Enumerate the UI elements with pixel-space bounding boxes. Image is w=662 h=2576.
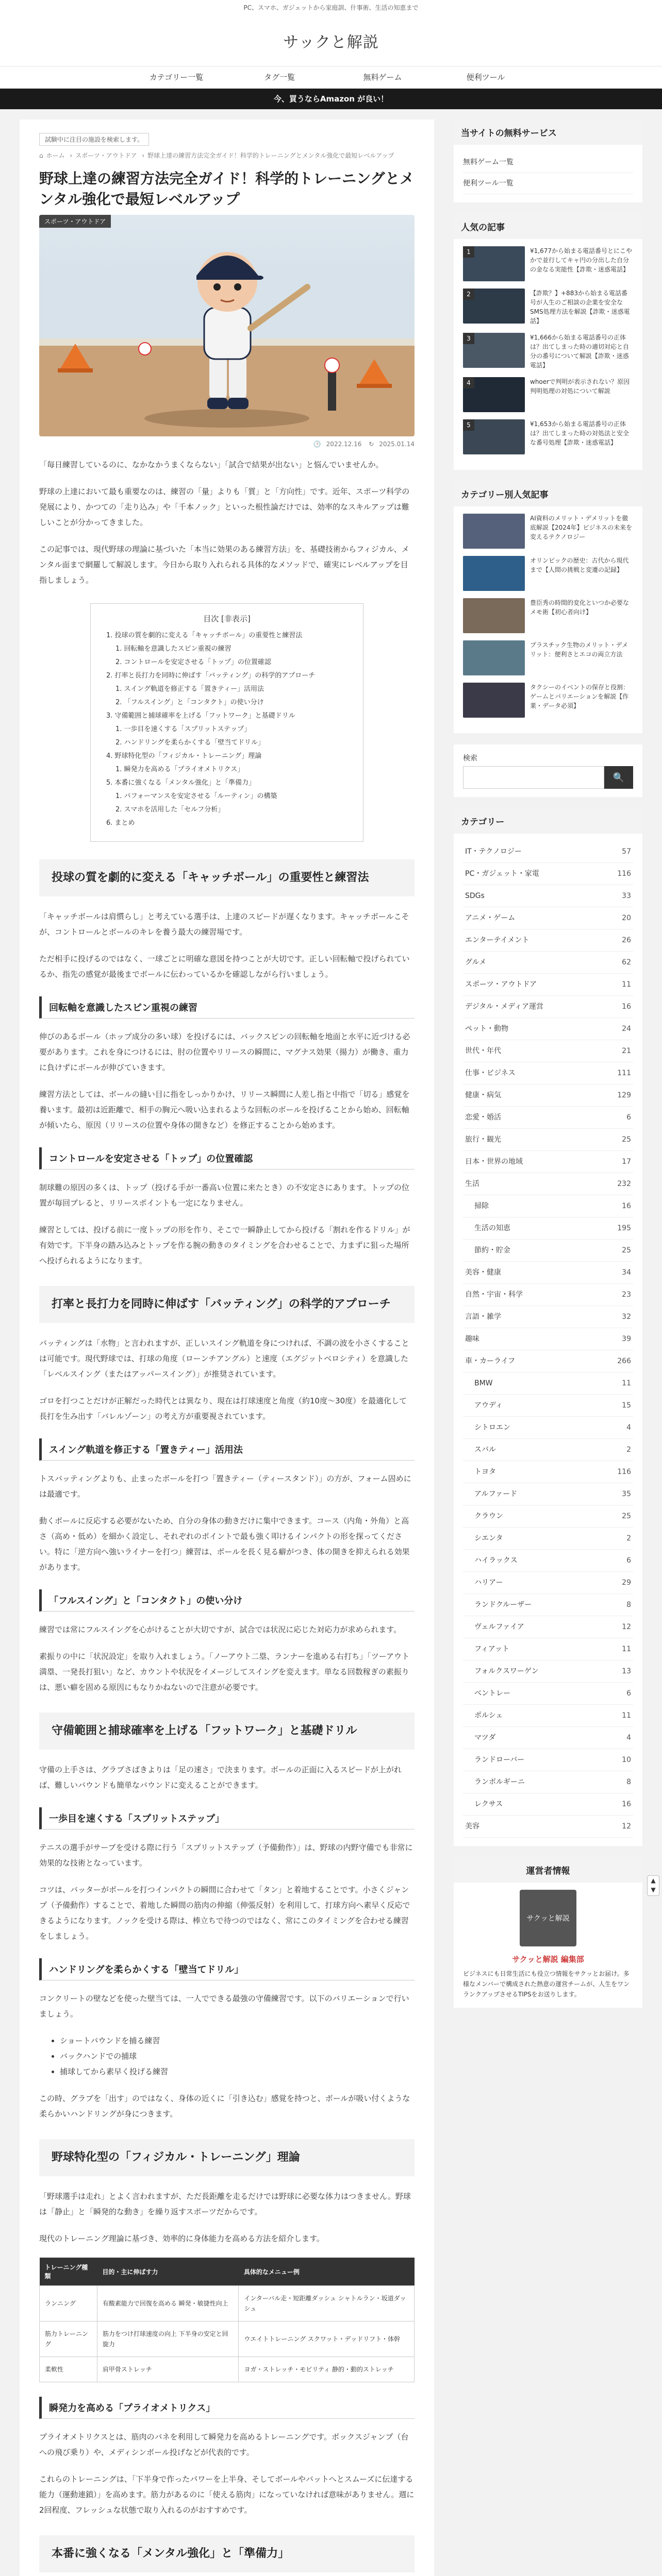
paragraph: 「キャッチボールは肩慣らし」と考えている選手は、上達のスピードが遅くなります。キャッチボールこそが、コントロールとボールのキレを養う最大の練習場です。 bbox=[39, 912, 409, 937]
popular-list bbox=[463, 246, 633, 454]
search-chip[interactable]: 試験中に注目の施設を検索します。 bbox=[39, 133, 149, 146]
category-item[interactable] bbox=[463, 1816, 633, 1838]
site-header bbox=[0, 15, 662, 66]
table-cell: ランニング bbox=[40, 2286, 97, 2321]
post-thumbnail[interactable] bbox=[463, 514, 525, 549]
list-item: • ショートバウンドを捕る練習 bbox=[60, 2033, 415, 2048]
popular-thumbnail[interactable] bbox=[463, 333, 525, 368]
post-dates bbox=[39, 440, 415, 448]
category-count: 29 bbox=[622, 1579, 631, 1587]
category-count: 25 bbox=[622, 1246, 631, 1255]
category-count: 8 bbox=[626, 1778, 631, 1786]
paragraph: バッティングは「水物」と言われますが、正しいスイング軌道を身につければ、不調の波を小さくすることは可能です。現代野球では、打球の角度（ローンチアングル）と速度（エグジットベロシティ）を意識した「レベルスイング（またはアッパースイング）」が推奨されています。 bbox=[39, 1338, 409, 1379]
subsection-heading: 回転軸を意識したスピン重視の練習 bbox=[39, 996, 415, 1019]
home-icon: ⌂ bbox=[39, 152, 43, 159]
category-count: 8 bbox=[626, 1601, 631, 1609]
category-name[interactable]: ハイラックス bbox=[474, 1556, 518, 1565]
category-count: 6 bbox=[626, 1113, 631, 1122]
popular-title[interactable]: 【詐欺？】+883から始まる電話番号が人生のご相談の企業を安全なSMS処理方法を解説【詐欺・迷惑電話】 bbox=[530, 290, 630, 325]
category-item[interactable] bbox=[463, 1771, 633, 1793]
paragraph: テニスの選手がサーブを受ける際に行う「スプリットステップ（予備動作）」は、野球の内野守備でも非常に効果的な技術となっています。 bbox=[39, 1843, 413, 1868]
category-name[interactable]: アウディ bbox=[474, 1401, 503, 1410]
category-item[interactable] bbox=[463, 1306, 633, 1328]
category-item[interactable] bbox=[463, 1062, 633, 1084]
popular-item[interactable] bbox=[463, 289, 633, 326]
breadcrumb-category[interactable]: スポーツ・アウトドア bbox=[75, 152, 137, 159]
popular-title[interactable]: ¥1,666から始まる電話番号の正体は？出てしまった時の適切対応と自分の番号について解説【詐欺・迷惑電話】 bbox=[530, 334, 630, 369]
category-name[interactable]: グルメ bbox=[465, 958, 487, 967]
category-item[interactable] bbox=[463, 1705, 633, 1727]
category-count: 195 bbox=[617, 1224, 631, 1232]
category-item[interactable] bbox=[463, 1749, 633, 1771]
updated-date: 2025.01.14 bbox=[379, 440, 415, 448]
paragraph: これらのトレーニングは、「下半身で作ったパワーを上半身、そしてボールやバットへとスムーズに伝達する能力（運動連鎖）」を高めます。筋力があるのに「使える筋肉」になっていなければ意味がありません。週に2回程度、フレッシュな状態で取り入れるのがおすすめです。 bbox=[39, 2475, 415, 2515]
category-count: 2 bbox=[626, 1534, 631, 1543]
profile-name[interactable]: サクッと解説 編集部 bbox=[512, 1955, 584, 1964]
category-item[interactable] bbox=[463, 952, 633, 974]
category-name[interactable]: アニメ・ゲーム bbox=[465, 914, 516, 922]
category-name[interactable]: トヨタ bbox=[474, 1468, 496, 1476]
published-date: 2022.12.16 bbox=[326, 440, 362, 448]
category-item[interactable] bbox=[463, 1084, 633, 1107]
table-cell: インターバル走・短距離ダッシュ シャトルラン・坂道ダッシュ bbox=[239, 2286, 415, 2321]
profile-widget bbox=[454, 1857, 642, 2008]
toc-item[interactable]: 1. 一歩目を速くする「スプリットステップ」 bbox=[115, 725, 251, 733]
table-cell: 筋力をつけ打球速度の向上 下半身の安定と回旋力 bbox=[97, 2321, 239, 2357]
category-count: 116 bbox=[617, 1468, 631, 1476]
category-item[interactable] bbox=[463, 841, 633, 863]
category-count: 11 bbox=[622, 1379, 631, 1387]
section-heading: 本番に強くなる「メンタル強化」と「準備力」 bbox=[39, 2535, 415, 2572]
bullet-list bbox=[60, 2033, 415, 2079]
nav-item-categories[interactable]: カテゴリー一覧 bbox=[149, 73, 204, 82]
category-name[interactable]: 生活の知恵 bbox=[474, 1224, 510, 1232]
category-item[interactable] bbox=[463, 1461, 633, 1483]
toc-list bbox=[106, 629, 347, 830]
paragraph: 動くボールに反応する必要がないため、自分の身体の動きだけに集中できます。コース（内角・外角）と高さ（高め・低め）を細かく設定し、それぞれのポイントで最も強く叩けるインパクトの形を探ってください。特に「逆方向へ強いライナーを打つ」練習は、ボールを長く見る癖がつき、体の開きを抑えられる効果があります。 bbox=[39, 1516, 410, 1572]
category-count: 12 bbox=[622, 1822, 631, 1831]
table-cell: 有酸素能力で回復を高める 瞬発・敏捷性向上 bbox=[97, 2286, 239, 2321]
category-name[interactable]: ランドローバー bbox=[474, 1756, 525, 1764]
category-name[interactable]: 言語・雑学 bbox=[465, 1313, 501, 1321]
nav-item-free-games[interactable]: 無料ゲーム bbox=[363, 73, 402, 82]
category-label[interactable]: スポーツ・アウトドア bbox=[39, 215, 111, 228]
category-count: 232 bbox=[617, 1180, 631, 1188]
popular-posts-widget bbox=[454, 214, 642, 470]
category-name[interactable]: 仕事・ビジネス bbox=[465, 1069, 516, 1077]
category-count: 32 bbox=[622, 1313, 631, 1321]
subsection-heading: ハンドリングを柔らかくする「壁当てドリル」 bbox=[39, 1958, 415, 1980]
category-count: 21 bbox=[622, 1047, 631, 1055]
category-name[interactable]: シトロエン bbox=[474, 1423, 510, 1432]
nav-item-tools[interactable]: 便利ツール bbox=[466, 73, 505, 82]
toc-title[interactable]: 目次 [非表示] bbox=[203, 614, 251, 623]
category-popular-item[interactable] bbox=[463, 683, 633, 718]
category-item[interactable] bbox=[463, 1505, 633, 1528]
list-item: • 捕球してから素早く投げる練習 bbox=[60, 2064, 415, 2079]
chevron-right-icon: › bbox=[70, 152, 73, 159]
section-heading: 投球の質を劇的に変える「キャッチボール」の重要性と練習法 bbox=[39, 859, 415, 896]
category-name[interactable]: シエンタ bbox=[474, 1534, 503, 1543]
category-item[interactable] bbox=[463, 1528, 633, 1550]
category-item[interactable] bbox=[463, 1040, 633, 1062]
paragraph: この時、グラブを「出す」のではなく、身体の近くに「引き込む」感覚を持つと、ボールが吸い付くような柔らかいハンドリングが身につきます。 bbox=[39, 2094, 410, 2119]
breadcrumb-home[interactable]: ホーム bbox=[46, 152, 65, 159]
popular-title[interactable]: ¥1,677から始まる電話番号とにこやかで並行してキャ円の分出した自分の金なる実能性【詐欺・迷惑電話】 bbox=[530, 247, 632, 273]
category-item[interactable] bbox=[463, 1372, 633, 1395]
category-popular-widget bbox=[454, 481, 642, 733]
category-count: 11 bbox=[622, 1645, 631, 1653]
subsection-heading: 「フルスイング」と「コンタクト」の使い分け bbox=[39, 1589, 415, 1612]
table-header: トレーニング種類 bbox=[40, 2258, 97, 2286]
category-item[interactable] bbox=[463, 1240, 633, 1262]
toc-item[interactable]: 2. コントロールを安定させる「トップ」の位置確認 bbox=[115, 658, 271, 666]
table-row bbox=[40, 2321, 415, 2357]
category-count: 4 bbox=[626, 1734, 631, 1742]
notice-bar[interactable]: 今、買うならAmazon が良い！ bbox=[0, 89, 662, 109]
free-services-widget bbox=[454, 120, 642, 202]
category-count: 116 bbox=[617, 870, 631, 878]
rank-badge: 5 bbox=[463, 419, 474, 431]
section-heading: 守備範囲と捕球確率を上げる「フットワーク」と基礎ドリル bbox=[39, 1713, 415, 1750]
category-item[interactable] bbox=[463, 1217, 633, 1240]
category-name[interactable]: フォルクスワーゲン bbox=[474, 1667, 539, 1675]
rank-badge: 4 bbox=[463, 377, 474, 388]
profile-avatar: サクッと解説 bbox=[520, 1890, 576, 1946]
category-count: 16 bbox=[622, 1003, 631, 1011]
paragraph: 守備の上手さは、グラブさばきよりは「足の速さ」で決まります。ボールの正面に入るスピードが上がれば、難しいバウンドも簡単なバウンドに変えることができます。 bbox=[39, 1765, 402, 1790]
popular-title[interactable]: ¥1,653から始まる電話番号の正体は？出てしまった時の対処法と安全な番号処理【詐欺・迷惑電話】 bbox=[530, 420, 630, 446]
widget-title: 運営者情報 bbox=[454, 1857, 642, 1883]
paragraph: コツは、バッターがボールを打つインパクトの瞬間に合わせて「タン」と着地することです。小さくジャンプ（予備動作）することで、着地した瞬間の筋肉の伸縮（伸張反射）を利用して、打球方向へ素早く反応できるようになります。ノックを受ける際は、棒立ちで待つのではなく、常にこのタイミングを合わせる練習をしましょう。 bbox=[39, 1885, 410, 1941]
eyecatch-image bbox=[39, 215, 415, 436]
category-count: 11 bbox=[622, 980, 631, 989]
profile-text: ビジネスにも日常生活にも役立つ情報をサクッとお届け。多様なメンバーで構成された熱意の運営チームが、人生をワンランクアップさせるTIPSをお送りします。 bbox=[463, 1970, 630, 1998]
category-item[interactable] bbox=[463, 907, 633, 929]
category-item[interactable] bbox=[463, 1550, 633, 1572]
search-label: 検索 bbox=[463, 754, 477, 762]
subsection-heading: 瞬発力を高める「プライオメトリクス」 bbox=[39, 2397, 415, 2419]
category-item[interactable] bbox=[463, 1129, 633, 1151]
post-thumbnail[interactable] bbox=[463, 683, 525, 718]
table-cell: ヨガ・ストレッチ・モビリティ 静的・動的ストレッチ bbox=[239, 2357, 415, 2382]
subsection-heading: コントロールを安定させる「トップ」の位置確認 bbox=[39, 1147, 415, 1170]
table-row bbox=[40, 2357, 415, 2382]
category-item[interactable] bbox=[463, 1195, 633, 1217]
category-count: 16 bbox=[622, 1800, 631, 1808]
category-count: 62 bbox=[622, 958, 631, 967]
popular-item[interactable] bbox=[463, 333, 633, 370]
search-input[interactable] bbox=[463, 766, 604, 789]
sidebar bbox=[454, 120, 642, 2576]
category-name[interactable]: 車・カーライフ bbox=[465, 1357, 516, 1365]
paragraph: 伸びのあるボール（ホップ成分の多い球）を投げるには、バックスピンの回転軸を地面と水平に近づける必要があります。これを身につけるには、肘の位置やリリースの瞬間に、マグナス効果（揚力）が働き、重力に負けずにボールが伸びていきます。 bbox=[39, 1032, 410, 1072]
search-row bbox=[463, 766, 633, 789]
paragraph: 素振りの中に「状況設定」を取り入れましょう。「ノーアウト二塁、ランナーを進める右打ち」「ツーアウト満塁、一発長打狙い」など、カウントや状況をイメージしてスイングを変えます。単なる回数稼ぎの素振りは、悪い癖を固める原因にもなりかねないので注意が必要です。 bbox=[39, 1652, 410, 1692]
scroll-top-button[interactable]: ▲ ▼ bbox=[647, 1875, 659, 1896]
category-name[interactable]: 美容・健康 bbox=[465, 1268, 501, 1277]
toc-item[interactable]: 1. 瞬発力を高める「プライオメトリクス」 bbox=[115, 766, 244, 773]
category-count: 25 bbox=[622, 1136, 631, 1144]
rank-badge: 3 bbox=[463, 333, 474, 344]
category-count: 111 bbox=[617, 1069, 631, 1077]
category-name[interactable]: デジタル・メディア運営 bbox=[465, 1003, 544, 1011]
intro-paragraph: この記事では、現代野球の理論に基づいた「本当に効果のある練習方法」を、基礎技術からフィジカル、メンタル面まで網羅して解説します。今日から取り入れられる具体的なメソッドで、確実にレベルアップを目指しましょう。 bbox=[39, 545, 409, 585]
toc-item[interactable]: 4. 野球特化型の「フィジカル・トレーニング」理論 bbox=[106, 752, 262, 760]
toc-item[interactable]: 3. 守備範囲と捕球確率を上げる「フットワーク」と基礎ドリル bbox=[106, 712, 295, 720]
popular-thumbnail[interactable] bbox=[463, 289, 525, 324]
nav-item-tags[interactable]: タグ一覧 bbox=[263, 73, 295, 82]
popular-thumbnail[interactable] bbox=[463, 246, 525, 281]
category-item[interactable] bbox=[463, 1350, 633, 1372]
category-name[interactable]: 掃除 bbox=[474, 1202, 489, 1210]
category-item[interactable] bbox=[463, 974, 633, 996]
popular-thumbnail[interactable] bbox=[463, 377, 525, 412]
paragraph: 練習としては、投げる前に一度トップの形を作り、そこで一瞬静止してから投げる「割れを作るドリル」が有効です。下半身の踏み込みとトップを作る腕の動きのタイミングを合わせることで、力まずに狙った場所へ投げられるようになります。 bbox=[39, 1225, 410, 1265]
popular-item[interactable] bbox=[463, 246, 633, 281]
site-title[interactable]: サックと解説 bbox=[283, 33, 379, 52]
category-name[interactable]: クラウン bbox=[474, 1512, 503, 1520]
category-item[interactable] bbox=[463, 1262, 633, 1284]
intro-paragraph: 「毎日練習しているのに、なかなかうまくならない」「試合で結果が出ない」と悩んでいませんか。 bbox=[39, 460, 384, 469]
category-item[interactable] bbox=[463, 1151, 633, 1173]
category-name[interactable]: 生活 bbox=[465, 1180, 479, 1188]
category-name[interactable]: レクサス bbox=[474, 1800, 503, 1808]
paragraph: トスバッティングよりも、止まったボールを打つ「置きティー（ティースタンド）」の方が、フォーム固めには最適です。 bbox=[39, 1474, 411, 1499]
rank-badge: 2 bbox=[463, 289, 474, 300]
category-count: 25 bbox=[622, 1512, 631, 1520]
paragraph: コンクリートの壁などを使った壁当ては、一人でできる最強の守備練習です。以下のバリエーションで行いましょう。 bbox=[39, 1994, 409, 2019]
breadcrumb-current: 野球上達の練習方法完全ガイド！科学的トレーニングとメンタル強化で最短レベルアップ bbox=[147, 152, 394, 159]
category-name[interactable]: アルファード bbox=[474, 1490, 518, 1498]
table-cell: ウエイトトレーニング スクワット・デッドリフト・体幹 bbox=[239, 2321, 415, 2357]
list-item: • バックハンドでの捕球 bbox=[60, 2048, 415, 2064]
search-widget bbox=[454, 744, 642, 797]
paragraph: 「野球選手は走れ」とよく言われますが、ただ長距離を走るだけでは野球に必要な体力はつきません。野球は「静止」と「瞬発的な動き」を繰り返すスポーツだからです。 bbox=[39, 2192, 411, 2216]
category-name[interactable]: 美容 bbox=[465, 1822, 479, 1831]
article-main bbox=[20, 120, 434, 2576]
category-name[interactable]: ペット・動物 bbox=[465, 1025, 508, 1033]
category-name[interactable]: 日本・世界の地域 bbox=[465, 1158, 523, 1166]
toc-item[interactable]: 2. 打率と長打力を同時に伸ばす「バッティング」の科学的アプローチ bbox=[106, 672, 316, 680]
category-item[interactable] bbox=[463, 1328, 633, 1350]
section-heading: 打率と長打力を同時に伸ばす「バッティング」の科学的アプローチ bbox=[39, 1286, 415, 1323]
table-cell: 柔軟性 bbox=[40, 2357, 97, 2382]
category-count: 16 bbox=[622, 1202, 631, 1210]
category-count: 11 bbox=[622, 1711, 631, 1720]
category-count: 34 bbox=[622, 1268, 631, 1277]
widget-title: カテゴリー別人気記事 bbox=[454, 481, 642, 506]
category-name[interactable]: 恋愛・婚活 bbox=[465, 1113, 501, 1122]
category-name[interactable]: 世代・年代 bbox=[465, 1047, 501, 1055]
category-popular-item[interactable] bbox=[463, 514, 633, 549]
category-count: 6 bbox=[626, 1556, 631, 1565]
category-count: 26 bbox=[622, 936, 631, 944]
rank-badge: 1 bbox=[463, 246, 474, 258]
categories-widget bbox=[454, 808, 642, 1846]
paragraph: 練習では常にフルスイングを心がけることが大切ですが、試合では状況に応じた対応力が求められます。 bbox=[39, 1625, 402, 1634]
popular-item[interactable] bbox=[463, 377, 633, 412]
category-item[interactable] bbox=[463, 863, 633, 885]
category-name[interactable]: フィアット bbox=[474, 1645, 509, 1653]
toc-item[interactable]: 2. 「フルスイング」と「コンタクト」の使い分け bbox=[115, 699, 264, 706]
category-popular-list bbox=[463, 514, 633, 718]
search-button[interactable]: 🔍 bbox=[604, 766, 633, 789]
category-count: 13 bbox=[622, 1667, 631, 1675]
post-title[interactable]: AI資料のメリット・デメリットを徹底解説【2024年】ビジネスの未来を変えるテクノロジー bbox=[530, 515, 633, 540]
category-name[interactable]: スポーツ・アウトドア bbox=[465, 980, 537, 989]
category-item[interactable] bbox=[463, 1483, 633, 1505]
category-name[interactable]: ランボルギーニ bbox=[474, 1778, 525, 1786]
category-count: 10 bbox=[622, 1756, 631, 1764]
category-name[interactable]: IT・テクノロジー bbox=[465, 848, 522, 856]
category-name[interactable]: PC・ガジェット・家電 bbox=[465, 870, 539, 878]
category-name[interactable]: 旅行・観光 bbox=[465, 1136, 501, 1144]
category-count: 129 bbox=[617, 1091, 631, 1099]
chevron-right-icon: › bbox=[142, 152, 145, 159]
category-count: 57 bbox=[622, 848, 631, 856]
category-item[interactable] bbox=[463, 1793, 633, 1816]
category-name[interactable]: エンターテイメント bbox=[465, 936, 529, 944]
toc-item[interactable]: 1. パフォーマンスを安定させる「ルーティン」の構築 bbox=[115, 792, 277, 800]
category-item[interactable] bbox=[463, 996, 633, 1018]
post-thumbnail[interactable] bbox=[463, 640, 525, 675]
category-count: 20 bbox=[622, 914, 631, 922]
paragraph: プライオメトリクスとは、筋肉のバネを利用して瞬発力を高めるトレーニングです。ボックスジャンプ（台への飛び乗り）や、メディシンボール投げなどが代表的です。 bbox=[39, 2432, 409, 2457]
paragraph: 練習方法としては、ボールの縫い目に指をしっかりかけ、リリース瞬間に人差し指と中指で「切る」感覚を養います。最初は近距離で、相手の胸元へ吸い込まれるような回転のボールを投げることから始め、回転軸が傾いたら、原因（リリースの位置や身体の開きなど）を修正することから始めます。 bbox=[39, 1090, 410, 1130]
category-item[interactable] bbox=[463, 1727, 633, 1749]
category-name[interactable]: ベントレー bbox=[474, 1689, 510, 1698]
category-count: 266 bbox=[617, 1357, 631, 1365]
category-name[interactable]: 趣味 bbox=[465, 1335, 479, 1343]
section-heading: 野球特化型の「フィジカル・トレーニング」理論 bbox=[39, 2139, 415, 2176]
toc-item[interactable]: 1. 投球の質を劇的に変える「キャッチボール」の重要性と練習法 bbox=[106, 632, 303, 639]
category-item[interactable] bbox=[463, 1284, 633, 1306]
category-name[interactable]: ランドクルーザー bbox=[474, 1601, 532, 1609]
category-count: 39 bbox=[622, 1335, 631, 1343]
category-item[interactable] bbox=[463, 1572, 633, 1594]
category-popular-item[interactable] bbox=[463, 598, 633, 633]
category-item[interactable] bbox=[463, 1439, 633, 1461]
category-name[interactable]: 節約・貯金 bbox=[474, 1246, 510, 1255]
table-row bbox=[40, 2286, 415, 2321]
table-header: 具体的なメニュー例 bbox=[239, 2258, 415, 2286]
category-name[interactable]: ヴェルファイア bbox=[474, 1623, 524, 1631]
post-title[interactable]: タクシーのイベントの保存と役割：ゲームとバリエーションを解説【作業・データ必須】 bbox=[530, 684, 630, 709]
category-item[interactable] bbox=[463, 1594, 633, 1616]
category-count: 24 bbox=[622, 1025, 631, 1033]
category-count: 35 bbox=[622, 1490, 631, 1498]
category-item[interactable] bbox=[463, 1638, 633, 1660]
popular-thumbnail[interactable] bbox=[463, 419, 525, 454]
category-item[interactable] bbox=[463, 1683, 633, 1705]
widget-title: 人気の記事 bbox=[454, 214, 642, 239]
toc-item[interactable]: 2. スマホを活用した「セルフ分析」 bbox=[115, 806, 225, 814]
post-title[interactable]: プラスチック生物のメリット・デメリット：便利さとエコの両立方法 bbox=[530, 641, 628, 658]
widget-title: カテゴリー bbox=[454, 808, 642, 834]
category-item[interactable] bbox=[463, 1417, 633, 1439]
category-count: 2 bbox=[626, 1446, 631, 1454]
popular-title[interactable]: whoerで判明が表示されない？原因判明処理の対処について解説 bbox=[530, 378, 630, 395]
category-item[interactable] bbox=[463, 1018, 633, 1040]
category-count: 33 bbox=[622, 892, 631, 900]
paragraph: ゴロを打つことだけが正解だった時代とは異なり、現在は打球速度と角度（約10度〜30度）を最適化して長打を生み出す「バレルゾーン」の考え方が重要視されています。 bbox=[39, 1396, 407, 1421]
breadcrumb bbox=[39, 151, 415, 160]
category-count: 4 bbox=[626, 1423, 631, 1432]
category-name[interactable]: マツダ bbox=[474, 1734, 496, 1742]
clock-icon: 🕒 bbox=[313, 440, 321, 448]
category-item[interactable] bbox=[463, 1395, 633, 1417]
toc-item[interactable]: 2. ハンドリングを柔らかくする「壁当てドリル」 bbox=[115, 739, 265, 747]
paragraph: ただ相手に投げるのではなく、一球ごとに明確な意図を持つことが大切です。正しい回転軸で投げられているか、指先の感覚が最後までボールに伝わっているかを確認しながら行いましょう。 bbox=[39, 954, 410, 979]
category-count: 6 bbox=[626, 1689, 631, 1698]
post-thumbnail[interactable] bbox=[463, 556, 525, 591]
category-item[interactable] bbox=[463, 929, 633, 952]
category-item[interactable] bbox=[463, 1107, 633, 1129]
category-name[interactable]: ハリアー bbox=[474, 1579, 503, 1587]
free-games-link[interactable]: 無料ゲーム一覧 bbox=[463, 152, 633, 173]
category-item[interactable] bbox=[463, 1616, 633, 1638]
category-name[interactable]: スバル bbox=[474, 1446, 496, 1454]
category-name[interactable]: BMW bbox=[474, 1379, 493, 1387]
post-title[interactable]: 豊臣秀の時間的変化といつか必要なメモ術【初心者向け】 bbox=[530, 599, 630, 616]
table-header: 目的・主に伸ばす力 bbox=[97, 2258, 239, 2286]
post-title[interactable]: オリンピックの歴史：古代から現代まで【人間の挑戦と変遷の記録】 bbox=[530, 557, 629, 573]
category-item[interactable] bbox=[463, 885, 633, 907]
category-popular-item[interactable] bbox=[463, 556, 633, 591]
category-item[interactable] bbox=[463, 1173, 633, 1195]
global-nav bbox=[0, 66, 662, 89]
table-of-contents bbox=[90, 603, 363, 842]
category-count: 15 bbox=[622, 1401, 631, 1410]
category-popular-item[interactable] bbox=[463, 640, 633, 675]
page-title: 野球上達の練習方法完全ガイド！科学的トレーニングとメンタル強化で最短レベルアップ bbox=[39, 170, 415, 208]
category-name[interactable]: ポルシェ bbox=[474, 1711, 503, 1720]
toc-item[interactable]: 1. 回転軸を意識したスピン重視の練習 bbox=[115, 645, 231, 653]
post-thumbnail[interactable] bbox=[463, 598, 525, 633]
toc-item[interactable]: 6. まとめ bbox=[106, 819, 135, 827]
category-name[interactable]: 自然・宇宙・科学 bbox=[465, 1291, 523, 1299]
category-list bbox=[463, 841, 633, 1838]
paragraph: 現代のトレーニング理論に基づき、効率的に身体能力を高める方法を紹介します。 bbox=[39, 2234, 324, 2243]
site-tagline: PC、スマホ、ガジェットから家庭訓、什事術、生活の知恵まで bbox=[0, 0, 662, 15]
category-name[interactable]: SDGs bbox=[465, 892, 485, 900]
table-cell: 筋力トレーニング bbox=[40, 2321, 97, 2357]
widget-title: 当サイトの無料サービス bbox=[454, 120, 642, 145]
category-item[interactable] bbox=[463, 1660, 633, 1683]
category-count: 12 bbox=[622, 1623, 631, 1631]
category-name[interactable]: 健康・病気 bbox=[465, 1091, 501, 1099]
popular-item[interactable] bbox=[463, 419, 633, 454]
subsection-heading: スイング軌道を修正する「置きティー」活用法 bbox=[39, 1438, 415, 1461]
paragraph: 制球難の原因の多くは、トップ（投げる手が一番高い位置に来たとき）の不安定さにあります。トップの位置が毎回ブレると、リリースポイントも一定になりません。 bbox=[39, 1183, 409, 1208]
tools-link[interactable]: 便利ツール一覧 bbox=[463, 173, 633, 194]
baseball-player-illustration bbox=[39, 215, 415, 436]
category-count: 23 bbox=[622, 1291, 631, 1299]
refresh-icon: ↻ bbox=[369, 440, 374, 448]
table-cell: 肩甲骨ストレッチ bbox=[97, 2357, 239, 2382]
intro-paragraph: 野球の上達において最も重要なのは、練習の「量」よりも「質」と「方向性」です。近年、スポーツ科学の発展により、かつての「走り込み」や「千本ノック」といった根性論だけでは、効率的なスキルアップは難しいことが分かってきました。 bbox=[39, 487, 410, 527]
training-table bbox=[39, 2258, 415, 2382]
toc-item[interactable]: 5. 本番に強くなる「メンタル強化」と「準備力」 bbox=[106, 779, 256, 787]
toc-item[interactable]: 1. スイング軌道を修正する「置きティー」活用法 bbox=[115, 685, 264, 693]
subsection-heading: 一歩目を速くする「スプリットステップ」 bbox=[39, 1807, 415, 1829]
category-count: 17 bbox=[622, 1158, 631, 1166]
